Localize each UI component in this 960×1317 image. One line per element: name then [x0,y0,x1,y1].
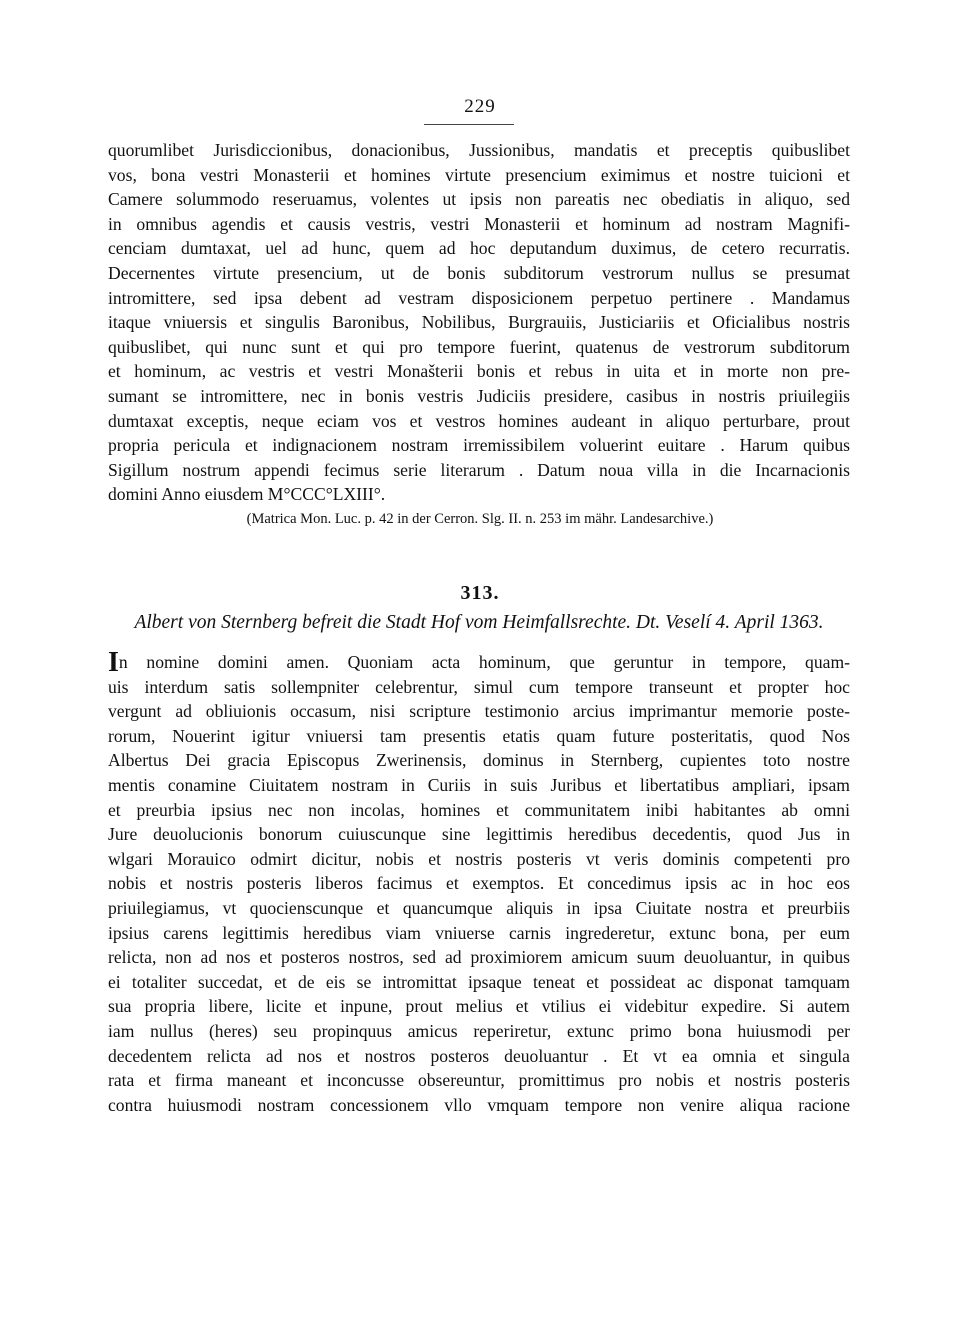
text-line: Albertus Dei gracia Episcopus Zwerinensis, dominus in Sternberg, cupientes toto nostre [108,750,850,771]
text-line: Camere solummodo reseruamus, volentes ut ipsis non pareatis nec obediatis in aliquo, sed [108,189,850,210]
text-line: domini Anno eiusdem M°CCC°LXIII°. [108,484,386,505]
text-line: quibuslibet, qui nunc sunt et qui pro tempore fuerint, quatenus de vestrorum subditorum [108,336,850,357]
continuation-text-block [108,138,850,507]
text-line: mentis conamine Ciuitatem nostram in Curiis in suis Juribus et libertatibus ampliari, ipsam [108,774,850,795]
first-line-rest: n nomine domini amen. Quoniam acta hominum, que geruntur in tempore, quam- [118,652,850,672]
page-number: 229 [464,96,496,117]
text-line: vos, bona vestri Monasterii et homines virtute presencium eximimus et nostre tuicioni et [108,164,850,185]
text-line: relicta, non ad nos et posteros nostros, sed ad proximiorem amicum suum deuoluantur, in quibus [108,947,850,968]
text-line: Sigillum nostrum appendi fecimus serie literarum . Datum noua villa in die Incarnacionis [108,459,850,480]
text-line: priuilegiamus, vt quocienscunque et quancumque aliquis in ipsa Ciuitate nostra et preurbiis [108,897,850,918]
document-number: 313. [460,582,500,604]
initial-letter: I [108,650,119,675]
text-line: sua propria libere, licite et inpune, prout melius et vtilius ei videbitur expedire. Si autem [108,996,850,1017]
text-line: rata et firma maneant et inconcusse obsereuntur, promittimus pro nobis et nostris posteris [108,1070,850,1091]
text-line: propria pericula et indignacionem nostram irremissibilem voluerint euitare . Harum quibus [108,435,850,456]
text-line-first [108,650,850,675]
text-line: nobis et nostris posteris liberos facimus et exemptos. Et concedimus ipsis ac in hoc eos [108,873,850,894]
text-line: uis interdum satis sollempniter celebrentur, simul cum tempore transeunt et propter hoc [108,676,850,697]
text-line: itaque vniuersis et singulis Baronibus, Nobilibus, Burgrauiis, Justiciariis et Oficialibus nostris [108,312,850,333]
charter-text-block [108,650,850,1117]
text-line: dumtaxat exceptis, neque eciam vos et vestros homines audeant in aliquo perturbare, prout [108,410,850,431]
text-line: iam nullus (heres) seu propinquus amicus reperiretur, extunc primo bona huiusmodi per [108,1020,850,1041]
text-line: intromittere, sed ipsa debent ad vestram disposicionem perpetuo pertinere . Mandamus [108,287,850,308]
text-line: Decernentes virtute presencium, ut de bonis subditorum vestrorum nullus se presumat [108,262,850,283]
text-line: vergunt ad obliuionis occasum, nisi scripture testimonio arcius imprimantur memorie poste- [108,701,850,722]
text-line: contra huiusmodi nostram concessionem vllo vmquam tempore non venire aliqua racione [108,1094,850,1115]
source-note: (Matrica Mon. Luc. p. 42 in der Cerron. Slg. II. n. 253 im mähr. Landesarchive.) [246,511,714,527]
text-line: sumant se intromittere, nec in bonis vestris Judiciis presidere, casibus in nostris priuilegiis [108,385,850,406]
page-number-rule [424,124,514,125]
text-line: decedentem relicta ad nos et nostros posteros deuoluantur . Et vt ea omnia et singula [108,1045,850,1066]
text-line: in omnibus agendis et causis vestris, vestri Monasterii et hominum ad nostram Magnifi- [108,213,850,234]
text-line: ipsius carens legittimis heredibus viam vniuerse carnis ingrederetur, extunc bona, per eum [108,922,850,943]
text-line: et hominum, ac vestris et vestri Monašterii bonis et rebus in uita et in morte non pre- [108,361,850,382]
text-line: quorumlibet Jurisdiccionibus, donacionibus, Jussionibus, mandatis et preceptis quibuslibet [108,140,850,160]
text-line: ei totaliter succedat, et de eis se intromittat ipsaque teneat et possideat ac disponat tamquam [108,971,850,992]
text-line: wlgari Morauico odmirt dicitur, nobis et nostris posteris vt veris dominis competenti pro [108,848,850,869]
text-line: et preurbia ipsius nec non incolas, homines et communitatem inibi habitantes ab omni [108,799,850,820]
text-line: Jure deuolucionis bonorum cuiuscunque sine legittimis heredibus decedentis, quod Jus in [108,824,850,845]
text-line: rorum, Nouerint igitur vniuersi tam presentis etatis quam future posteritatis, quod Nos [108,725,850,746]
document-title: Albert von Sternberg befreit die Stadt Hof vom Heimfallsrechte. Dt. Veselí 4. April 1363. [134,612,824,633]
text-line: cenciam dumtaxat, uel ad hunc, quem ad hoc deputandum duximus, de cetero recurratis. [108,238,850,259]
